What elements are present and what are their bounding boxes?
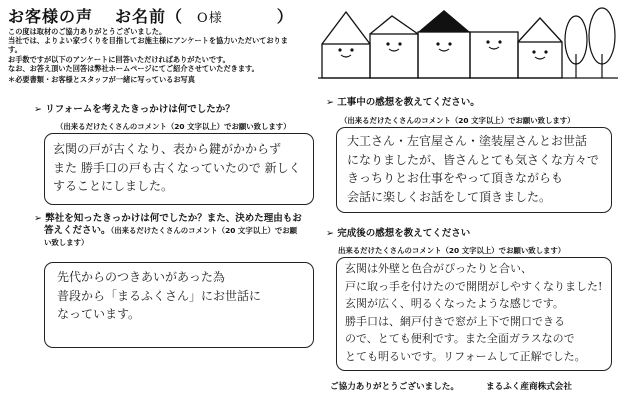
intro-line: す。 (8, 45, 22, 55)
q2-question-line1: 弊社を知ったきっかけは何でしたか？また、決めた理由もお (45, 213, 302, 224)
footer-thanks: ご協力ありがとうございました。 (330, 382, 459, 392)
answer-line: 玄関の戸が古くなり、表から鍵がかからず (53, 142, 282, 156)
footer-company: まるふく産商株式会社 (486, 382, 572, 392)
answer-line: きっちりとお仕事をやって頂きながらも (347, 171, 564, 185)
arrow-icon: ➢ (326, 97, 338, 108)
q2-question-line2: 答えください。 (44, 225, 111, 236)
arrow-icon: ➢ (326, 228, 338, 239)
answer-line: することにしました。 (53, 179, 174, 193)
answer-line: 勝手口は、網戸付きで窓が上下で開口できる (345, 314, 565, 328)
q2-instruction-cont: い致します） (44, 238, 89, 247)
intro-line: なお、お答え頂いた回答は弊社ホームページにてご紹介させていただきます。 (8, 63, 259, 73)
q2-question (34, 213, 302, 249)
answer-line: とても明るいです。リフォームして正解でした。 (345, 349, 586, 363)
answer-line: 先代からのつきあいがあった為 (57, 270, 225, 284)
answer-line: また 勝手口の戸も古くなっていたので 新しく (53, 160, 301, 175)
answer-line: になりましたが、皆さんとても気さくな方々で (347, 152, 600, 167)
q3-question (326, 94, 480, 108)
q4-question-text: 完成後の感想を教えてください (337, 228, 471, 239)
answer-line: ので、とても便利です。また全面ガラスなので (345, 332, 575, 345)
intro-text (8, 27, 320, 84)
answer-line: 普段から「まるふくさん」にお世話に (57, 288, 262, 303)
survey-title (8, 4, 294, 27)
title-text: お客様の声 (8, 7, 94, 26)
arrow-icon: ➢ (34, 104, 46, 115)
q2-answer-box (44, 262, 314, 348)
answer-line: 会話に楽しくお話をして頂きました。 (347, 189, 552, 204)
q4-question (326, 225, 470, 239)
customer-name: O様 (197, 11, 223, 26)
q4-answer-box (336, 257, 612, 371)
q1-question-text: リフォームを考えたきっかけは何でしたか？ (45, 104, 235, 115)
intro-line: この度は取材のご協力ありがとうございました。 (8, 27, 167, 36)
q2-instruction: （出来るだけたくさんのコメント（20 文字以上）でお願 (110, 226, 298, 235)
name-label: お名前（ (115, 7, 184, 26)
intro-line: 当社では、よりよい家づくりを目指してお施主様にアンケートを協力いただいておりま (8, 36, 288, 46)
answer-line: なっています。 (57, 307, 141, 321)
q3-instruction: （出来るだけたくさんのコメント（20 文字以上）でお願い致します） (340, 116, 575, 125)
answer-line: 大工さん・左官屋さん・塗装屋さんとお世話 (347, 134, 588, 148)
q4-answer (337, 258, 611, 365)
q1-instruction: （出来るだけたくさんのコメント（20 文字以上）でお願い致します） (56, 122, 291, 131)
arrow-icon: ➢ (34, 213, 46, 224)
answer-line: 戸に取っ手を付けたので開閉がしやすくなりました! (345, 279, 603, 293)
answer-line: 玄関は外壁と色合がぴったりと合い、 (345, 262, 532, 275)
q4-instruction: 出来るだけたくさんのコメント（20 文字以上）でお願い致します） (338, 246, 566, 255)
q1-answer-box (44, 133, 314, 205)
q3-answer-box (336, 127, 612, 213)
name-close-paren: ） (276, 7, 294, 26)
q2-answer (45, 263, 313, 324)
houses-illustration (318, 4, 620, 80)
q1-answer (45, 134, 313, 196)
q1-question (34, 101, 235, 115)
q3-question-text: 工事中の感想を教えてください。 (337, 97, 480, 108)
q3-answer (337, 128, 611, 206)
intro-note: ＊必要書類・お客様とスタッフが一緒に写っているお写真 (8, 75, 195, 85)
intro-line: お手数ですが以下のアンケートに回答いただければありがたいです。 (8, 54, 230, 64)
answer-line: 玄関が広く、明るくなったような感じです。 (345, 297, 564, 310)
